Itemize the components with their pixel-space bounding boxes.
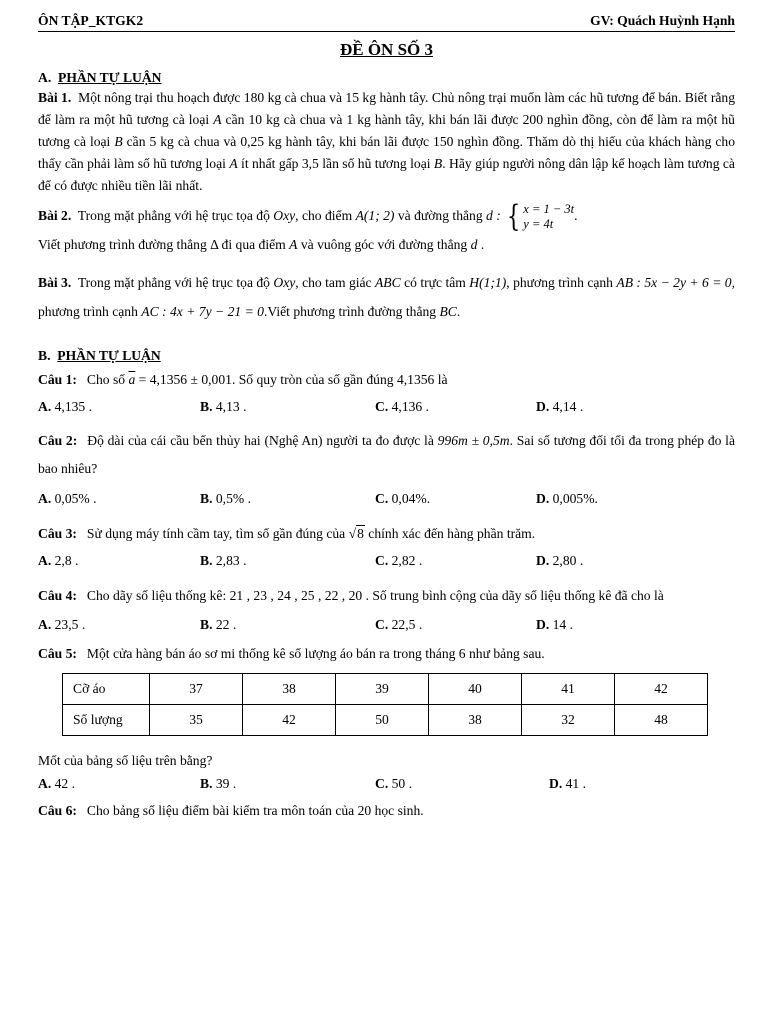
option-value: 0,04%. bbox=[391, 490, 431, 506]
option-value: 2,80 . bbox=[552, 552, 584, 568]
document-page bbox=[38, 12, 735, 822]
bai2-text-b: , cho điểm bbox=[295, 208, 356, 223]
cau2-options bbox=[38, 487, 735, 511]
bai3-text-d: , phương trình cạnh bbox=[506, 274, 617, 290]
cau4-label: Câu 4: bbox=[38, 587, 77, 603]
bai2-line2-a: Viết phương trình đường thẳng bbox=[38, 236, 211, 252]
table-cell: 38 bbox=[429, 704, 522, 735]
table-row bbox=[63, 704, 708, 735]
cau1-text-c: là bbox=[434, 371, 448, 387]
cau2-text-b: . Sai số tương đối tối đa trong phép đo là bao nhiêu? bbox=[38, 432, 735, 476]
option-key: D. bbox=[549, 775, 563, 791]
section-a-name: PHẦN TỰ LUẬN bbox=[58, 70, 162, 85]
option-value: 22 . bbox=[215, 616, 237, 632]
cau3-option-d[interactable] bbox=[536, 549, 583, 573]
option-key: A. bbox=[38, 775, 52, 791]
bai2-point: A(1; 2) bbox=[355, 208, 395, 223]
bai3-text-a: Trong mặt phẳng với hệ trục tọa độ bbox=[77, 274, 274, 290]
cau1-text-a: Cho số bbox=[86, 371, 129, 387]
page-header bbox=[38, 12, 735, 32]
option-value: 50 . bbox=[391, 775, 413, 791]
cau5-label: Câu 5: bbox=[38, 645, 77, 661]
bai2-delta: Δ bbox=[210, 236, 219, 252]
bai2-text-a: Trong mặt phẳng với hệ trục tọa độ bbox=[77, 208, 274, 223]
bai2-var-a: A bbox=[289, 236, 298, 252]
bai3-bc: BC bbox=[439, 303, 457, 319]
bai2-parametric-system bbox=[504, 198, 575, 234]
table-cell: 37 bbox=[150, 673, 243, 704]
cau1-label: Câu 1: bbox=[38, 371, 77, 387]
cau1-question bbox=[38, 369, 735, 391]
option-key: C. bbox=[375, 616, 389, 632]
bai3-ac: AC : 4x + 7y − 21 = 0 bbox=[141, 303, 264, 319]
table-row-header: Số lượng bbox=[63, 704, 150, 735]
table-cell: 32 bbox=[522, 704, 615, 735]
cau2-option-d[interactable] bbox=[536, 487, 598, 511]
bai1-text-c: cần 5 kg cà chua và 0,25 kg hành tây, khi bán lãi được 150 nghìn đồng. Thăm dò thị hiếu của khách hàng cho thấy cần phải làm số hũ tương loại bbox=[38, 134, 735, 171]
cau2-label: Câu 2: bbox=[38, 432, 78, 448]
cau3-text-a: Sử dụng máy tính cầm tay, tìm số gần đúng của bbox=[86, 525, 349, 541]
cau2-option-b[interactable] bbox=[200, 487, 251, 511]
cau4-option-d[interactable] bbox=[536, 613, 573, 637]
bai1-label: Bài 1. bbox=[38, 90, 72, 105]
cau4-options bbox=[38, 613, 735, 637]
option-key: D. bbox=[536, 616, 550, 632]
option-value: 14 . bbox=[552, 616, 574, 632]
bai2-line2-c: và vuông góc với đường thẳng bbox=[297, 236, 471, 252]
cau4-option-c[interactable] bbox=[375, 613, 422, 637]
option-key: D. bbox=[536, 552, 550, 568]
cau3-option-a[interactable] bbox=[38, 549, 78, 573]
cau2-option-c[interactable] bbox=[375, 487, 430, 511]
section-b-heading bbox=[38, 346, 735, 365]
option-key: A. bbox=[38, 398, 52, 414]
bai1-paragraph bbox=[38, 87, 735, 197]
cau3-options bbox=[38, 549, 735, 573]
option-value: 4,135 . bbox=[54, 398, 93, 414]
bai3-text-e: , phương trình cạnh bbox=[38, 274, 735, 319]
table-cell: 35 bbox=[150, 704, 243, 735]
option-value: 4,136 . bbox=[391, 398, 430, 414]
cau5-question bbox=[38, 643, 735, 665]
option-key: A. bbox=[38, 552, 52, 568]
cau1-text-b: . Số quy tròn của số gần đúng bbox=[231, 371, 397, 387]
cau5-options bbox=[38, 772, 735, 796]
bai3-paragraph bbox=[38, 268, 735, 326]
option-key: C. bbox=[375, 490, 389, 506]
option-value: 42 . bbox=[54, 775, 76, 791]
table-cell: 42 bbox=[615, 673, 708, 704]
header-left: ÔN TẬP_KTGK2 bbox=[38, 13, 144, 28]
bai2-oxy: Oxy bbox=[273, 208, 296, 223]
cau1-option-c[interactable] bbox=[375, 395, 429, 419]
cau1-option-b[interactable] bbox=[200, 395, 246, 419]
bai1-var-a: A bbox=[213, 112, 222, 127]
option-value: 0,05% . bbox=[54, 490, 97, 506]
cau3-option-b[interactable] bbox=[200, 549, 246, 573]
section-b-letter: B. bbox=[38, 347, 51, 363]
bai1-text-d: ít nhất gấp 3,5 lần số hũ tương loại bbox=[237, 156, 434, 171]
bai2-system-row2: y = 4t bbox=[523, 216, 554, 231]
bai2-text-c: và đường thẳng bbox=[394, 208, 487, 223]
option-value: 2,8 . bbox=[54, 552, 79, 568]
option-value: 23,5 . bbox=[54, 616, 86, 632]
bai3-label: Bài 3. bbox=[38, 274, 72, 290]
option-value: 22,5 . bbox=[391, 616, 423, 632]
bai2-var-d: d bbox=[470, 236, 478, 252]
option-key: C. bbox=[375, 552, 389, 568]
bai2-system-row1: x = 1 − 3t bbox=[523, 201, 575, 216]
table-row bbox=[63, 673, 708, 704]
option-key: B. bbox=[200, 775, 213, 791]
option-value: 4,13 . bbox=[215, 398, 247, 414]
option-key: B. bbox=[200, 490, 213, 506]
bai3-oxy: Oxy bbox=[273, 274, 296, 290]
sqrt-icon: √8 bbox=[348, 525, 364, 541]
option-key: A. bbox=[38, 616, 52, 632]
table-cell: 42 bbox=[243, 704, 336, 735]
cau4-option-b[interactable] bbox=[200, 613, 236, 637]
cau3-text-b: chính xác đến hàng phần trăm. bbox=[364, 525, 536, 541]
cau2-question bbox=[38, 427, 735, 483]
size-sales-table bbox=[62, 673, 708, 736]
table-cell: 39 bbox=[336, 673, 429, 704]
option-key: B. bbox=[200, 552, 213, 568]
bai2-line-name: d : bbox=[486, 208, 501, 223]
bai1-var-b2: B bbox=[433, 156, 443, 171]
cau3-question bbox=[38, 523, 735, 545]
bai2-paragraph bbox=[38, 198, 735, 234]
header-right: GV: Quách Huỳnh Hạnh bbox=[590, 13, 735, 28]
cau6-label: Câu 6: bbox=[38, 802, 77, 818]
brace-icon: { bbox=[507, 198, 521, 234]
bai3-h: H(1;1) bbox=[469, 274, 507, 290]
cau5-option-d[interactable] bbox=[549, 772, 586, 796]
cau5-option-a[interactable] bbox=[38, 772, 75, 796]
section-a-heading bbox=[38, 68, 735, 87]
table-cell: 48 bbox=[615, 704, 708, 735]
option-value: 2,82 . bbox=[391, 552, 423, 568]
cau2-option-a[interactable] bbox=[38, 487, 97, 511]
cau5-option-c[interactable] bbox=[375, 772, 412, 796]
page-title: ĐỀ ÔN SỐ 3 bbox=[339, 40, 434, 59]
bai3-text-f: .Viết phương trình đường thẳng bbox=[263, 303, 440, 319]
option-key: C. bbox=[375, 398, 389, 414]
table-cell: 50 bbox=[336, 704, 429, 735]
option-key: C. bbox=[375, 775, 389, 791]
cau4-question bbox=[38, 583, 735, 609]
cau6-text: Cho bảng số liệu điểm bài kiểm tra môn toán của 20 học sinh. bbox=[86, 802, 424, 818]
cau5-text: Một cửa hàng bán áo sơ mi thống kê số lượng áo bán ra trong tháng 6 như bảng sau. bbox=[86, 645, 545, 661]
table-cell: 40 bbox=[429, 673, 522, 704]
option-key: B. bbox=[200, 398, 213, 414]
cau2-text-a: Độ dài của cái cầu bến thủy hai (Nghệ An) người ta đo được là bbox=[87, 432, 438, 448]
option-value: 2,83 . bbox=[215, 552, 247, 568]
option-value: 39 . bbox=[215, 775, 237, 791]
bai2-end: . bbox=[574, 208, 578, 223]
option-value: 0,5% . bbox=[215, 490, 251, 506]
section-a-letter: A. bbox=[38, 70, 52, 85]
cau1-expr: = 4,1356 ± 0,001 bbox=[135, 371, 232, 387]
cau1-num: 4,1356 bbox=[396, 371, 435, 387]
cau3-radicand: 8 bbox=[357, 525, 364, 541]
cau1-abar: $\overline{a}$ bbox=[128, 371, 136, 387]
bai3-text-c: có trực tâm bbox=[400, 274, 470, 290]
bai1-var-b: B bbox=[114, 134, 123, 149]
cau6-question bbox=[38, 800, 735, 822]
cau3-label: Câu 3: bbox=[38, 525, 77, 541]
table-cell: 41 bbox=[522, 673, 615, 704]
table-row-header: Cỡ áo bbox=[63, 673, 150, 704]
section-b-name: PHẦN TỰ LUẬN bbox=[57, 347, 161, 363]
bai1-text-e: . Hãy giúp người nông dân lập kế hoạch làm tương cà để có được nhiều tiền lãi nhất. bbox=[38, 156, 735, 193]
bai1-text-a: Một nông trại thu hoạch được 180 kg cà chua và 15 kg hành tây. Chủ nông trại muốn làm các hũ tương để bán. Biết rằng để làm ra một hũ tương cà loại bbox=[38, 90, 736, 127]
option-value: 41 . bbox=[565, 775, 587, 791]
table-cell: 38 bbox=[243, 673, 336, 704]
option-key: D. bbox=[536, 398, 550, 414]
cau1-option-a[interactable] bbox=[38, 395, 92, 419]
cau1-options bbox=[38, 395, 735, 419]
bai3-abc: ABC bbox=[375, 274, 401, 290]
cau5-option-b[interactable] bbox=[200, 772, 236, 796]
bai2-line2 bbox=[38, 234, 735, 256]
cau5-subquestion: Mốt của bảng số liệu trên bằng? bbox=[38, 752, 213, 768]
bai2-label: Bài 2. bbox=[38, 208, 72, 223]
option-value: 0,005%. bbox=[552, 490, 598, 506]
cau4-text: Cho dãy số liệu thống kê: 21 , 23 , 24 , 25 , 22 , 20 . Số trung bình cộng của dãy số liệu thống kê đã cho là bbox=[86, 587, 664, 603]
option-key: B. bbox=[200, 616, 213, 632]
bai1-var-a2: A bbox=[229, 156, 238, 171]
bai1-text-b: cần 10 kg cà chua và 1 kg hành tây, khi bán lãi được 200 nghìn đồng, còn để làm ra một hũ tương cà loại bbox=[38, 112, 735, 149]
option-key: A. bbox=[38, 490, 52, 506]
bai2-line2-b: đi qua điểm bbox=[218, 236, 290, 252]
cau3-option-c[interactable] bbox=[375, 549, 422, 573]
bai3-text-b: , cho tam giác bbox=[295, 274, 375, 290]
cau1-option-d[interactable] bbox=[536, 395, 583, 419]
cau4-option-a[interactable] bbox=[38, 613, 85, 637]
bai3-text-g: . bbox=[456, 303, 461, 319]
bai3-ab: AB : 5x − 2y + 6 = 0 bbox=[616, 274, 732, 290]
option-key: D. bbox=[536, 490, 550, 506]
cau2-expr: 996m ± 0,5m bbox=[437, 432, 510, 448]
option-value: 4,14 . bbox=[552, 398, 584, 414]
bai2-line2-d: . bbox=[480, 236, 485, 252]
